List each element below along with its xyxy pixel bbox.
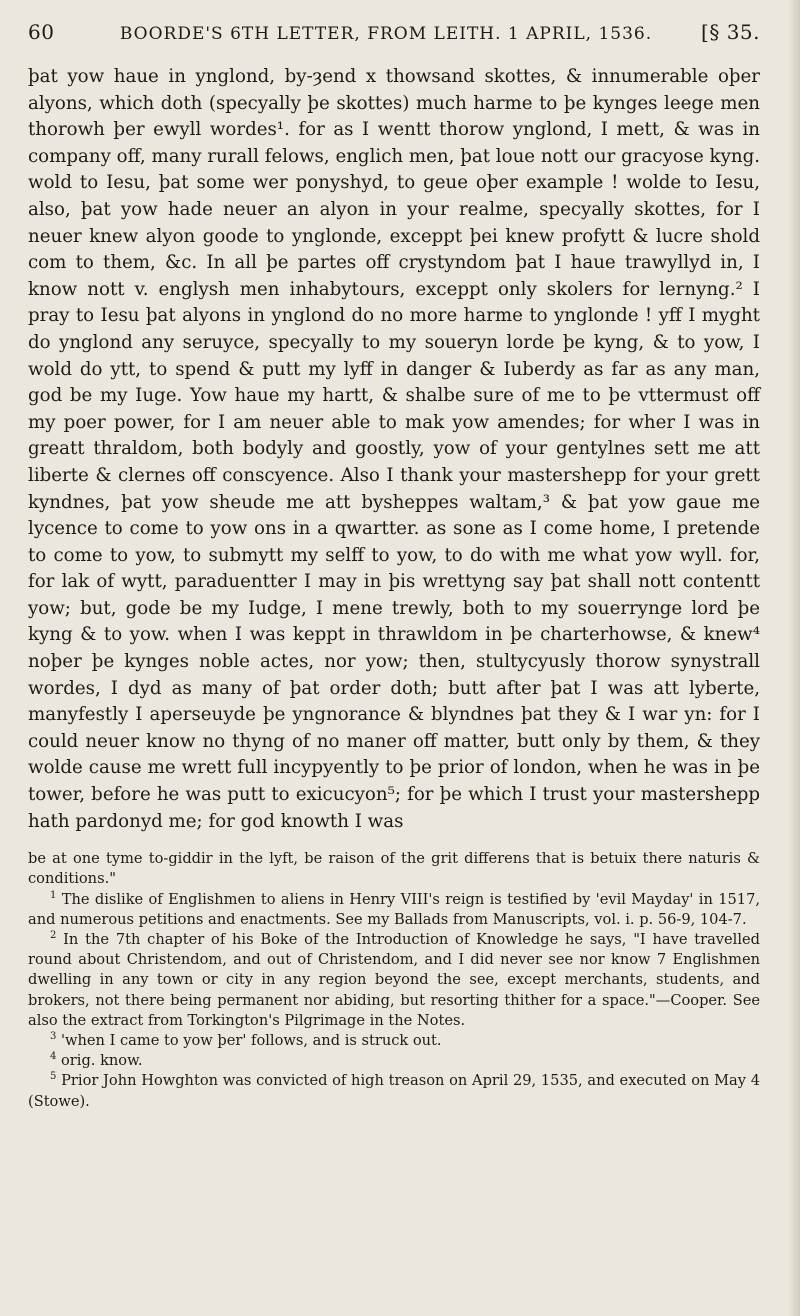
footnote-text: Prior John Howghton was convicted of high treason on April 29, 1535, and executed on May 4 (Stowe). bbox=[28, 1072, 760, 1110]
footnote-mark: 5 bbox=[50, 1071, 57, 1083]
footnote-2 bbox=[28, 930, 760, 1031]
page-number: 60 bbox=[28, 20, 55, 44]
footnote-mark: 1 bbox=[50, 889, 57, 901]
running-head bbox=[28, 20, 760, 62]
footnote-3 bbox=[28, 1031, 760, 1051]
letter-text bbox=[28, 64, 760, 835]
footnote-1 bbox=[28, 890, 760, 930]
footnote-mark: 3 bbox=[50, 1031, 57, 1043]
footnote-mark: 4 bbox=[50, 1051, 57, 1063]
footnote-text: 'when I came to yow þer' follows, and is struck out. bbox=[61, 1032, 442, 1050]
running-title: BOORDE'S 6TH LETTER, FROM LEITH. 1 APRIL, 1536. bbox=[119, 24, 653, 44]
footnotes bbox=[28, 849, 760, 1112]
footnote-carryover: be at one tyme to-giddir in the lyft, be raison of the grit differens that is betuix there naturis & conditions." bbox=[28, 850, 760, 888]
footnote-text: The dislike of Englishmen to aliens in Henry VIII's reign is testified by 'evil Mayday' in 1517, and numerous petitions and enactments. See my Ballads from Manuscripts, vol. i. p. 56-9, 104-7. bbox=[28, 890, 761, 928]
page-edge-shadow bbox=[788, 0, 800, 1316]
footnote-text: orig. know. bbox=[61, 1052, 143, 1070]
footnote-5 bbox=[28, 1071, 760, 1111]
footnote-text: In the 7th chapter of his Boke of the Introduction of Knowledge he says, "I have travelled round about Christendom, and out of Christendom, and I did never see nor know 7 Englishmen dwelling in any town or city in any region beyond the see, except merchants, students, and brokers, not there being permanent nor abiding, but resorting thither for a space."—Cooper. See also the extract from Torkington's Pilgrimage in the Notes. bbox=[28, 931, 760, 1029]
footnote-4 bbox=[28, 1051, 760, 1071]
letter-paragraph: þat yow haue in ynglond, by-ȝend x thowsand skottes, & innumerable oþer alyons, which doth (specyally þe skottes) much harme to þe kynges leege men thorowh þer ewyll wordes¹. for as I wentt thorow ynglond, I mett, & was in company off, many rurall felows, englich men, þat loue nott our gracyose kyng. wold to Iesu, þat some wer ponyshyd, to geue oþer example ! wolde to Iesu, also, þat yow hade neuer an alyon in your realme, specyally skottes, for I neuer knew alyon goode to ynglonde, exceppt þei knew profytt & lucre shold com to them, &c. In all þe partes off crystyndom þat I haue trawyllyd in, I know nott v. englysh men inhabytours, exceppt only skolers for lernyng.² I pray to Iesu þat alyons in ynglond do no more harme to ynglonde ! yff I myght do ynglond any seruyce, specyally to my soueryn lorde þe kyng, & to yow, I wold do ytt, to spend & putt my lyff in danger & Iuberdy as far as any man, god be my Iuge. Yow haue my hartt, & shalbe sure of me to þe vttermust off my poer power, for I am neuer able to mak yow amendes; for wher I was in greatt thraldom, both bodyly and goostly, yow of your gentylnes sett me att liberte & clernes off conscyence. Also I thank your mastershepp for your grett kyndnes, þat yow sheude me att bysheppes waltam,³ & þat yow gaue me lycence to come to yow ons in a qwartter. as sone as I come home, I pretende to come to yow, to submytt my selff to yow, to do with me what yow wyll. for, for lak of wytt, paraduentter I may in þis wrettyng say þat shall nott contentt yow; but, gode be my Iudge, I mene trewly, both to my souerrynge lord þe kyng & to yow. when I was keppt in thrawldom in þe charterhowse, & knew⁴ noþer þe kynges noble actes, nor yow; then, stultycyusly thorow synystrall wordes, I dyd as many of þat order doth; butt after þat I was att lyberte, manyfestly I aperseuyde þe yngnorance & blyndnes þat they & I war yn: for I could neuer know no thyng of no maner off matter, butt only by them, & they wolde cause me wrett full incypyently to þe prior of london, when he was in þe tower, before he was putt to exicucyon⁵; for þe which I trust your mastershepp hath pardonyd me; for god knowth I was bbox=[28, 66, 760, 832]
section-number: [§ 35. bbox=[701, 20, 760, 44]
footnote-mark: 2 bbox=[50, 930, 57, 942]
